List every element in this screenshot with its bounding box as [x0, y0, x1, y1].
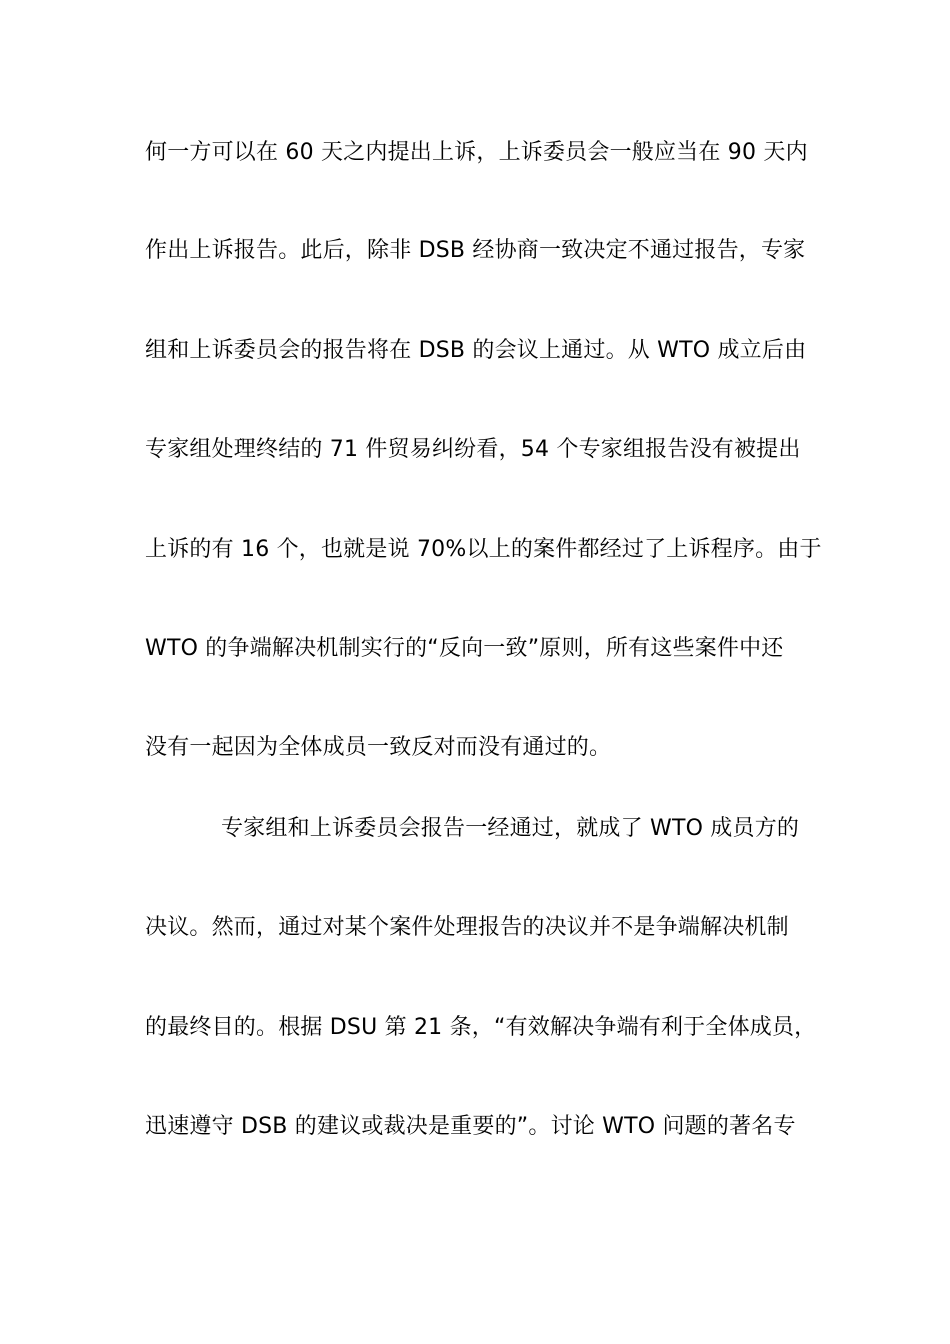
text-line-8: 专家组和上诉委员会报告一经通过，就成了 WTO 成员方的 — [221, 816, 800, 841]
text-line-6: WTO 的争端解决机制实行的“反向一致”原则，所有这些案件中还 — [145, 636, 784, 661]
text-line-1: 何一方可以在 60 天之内提出上诉，上诉委员会一般应当在 90 天内 — [145, 140, 808, 165]
text-line-2: 作出上诉报告。此后，除非 DSB 经协商一致决定不通过报告，专家 — [145, 238, 806, 263]
text-line-11: 迅速遵守 DSB 的建议或裁决是重要的”。讨论 WTO 问题的著名专 — [145, 1114, 796, 1139]
text-line-5: 上诉的有 16 个，也就是说 70%以上的案件都经过了上诉程序。由于 — [145, 537, 822, 562]
text-line-7: 没有一起因为全体成员一致反对而没有通过的。 — [145, 735, 612, 760]
text-line-10: 的最终目的。根据 DSU 第 21 条，“有效解决争端有利于全体成员， — [145, 1015, 817, 1040]
text-line-9: 决议。然而，通过对某个案件处理报告的决议并不是争端解决机制 — [145, 915, 789, 940]
text-line-4: 专家组处理终结的 71 件贸易纠纷看，54 个专家组报告没有被提出 — [145, 437, 801, 462]
text-line-3: 组和上诉委员会的报告将在 DSB 的会议上通过。从 WTO 成立后由 — [145, 338, 807, 363]
